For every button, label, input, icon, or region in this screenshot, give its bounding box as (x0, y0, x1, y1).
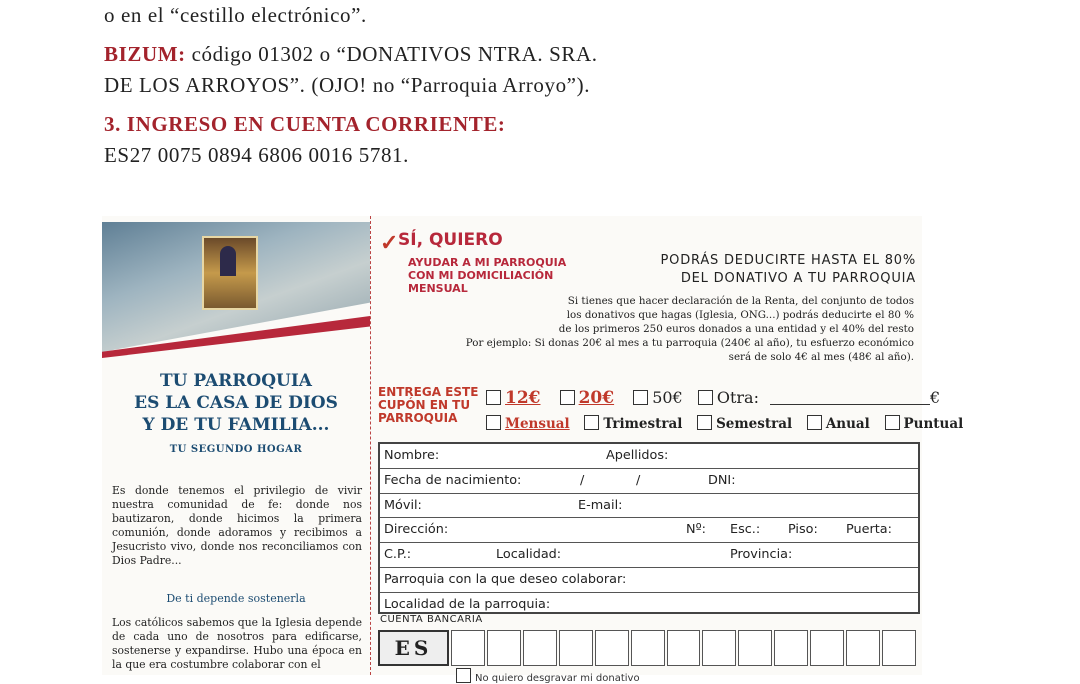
bizum-text-1: código 01302 o “DONATIVOS NTRA. SRA. (185, 42, 598, 66)
iban-box[interactable] (559, 630, 593, 666)
frequency-options (482, 415, 964, 432)
parroquia-label: Parroquia con la que deseo colaborar: (384, 571, 627, 587)
no-desgravar-option[interactable] (452, 668, 640, 684)
checkbox-trimestral[interactable] (584, 415, 599, 430)
iban-box[interactable] (487, 630, 521, 666)
iban-box[interactable] (595, 630, 629, 666)
checkbox-anual[interactable] (807, 415, 822, 430)
checkbox-50[interactable] (633, 390, 648, 405)
deduction-heading (616, 252, 916, 288)
iban-box[interactable] (667, 630, 701, 666)
numero-label: Nº: (686, 522, 706, 538)
coupon-right-panel (372, 216, 964, 684)
coupon-left-panel (102, 216, 371, 675)
checkbox-puntual[interactable] (885, 415, 900, 430)
movil-label: Móvil: (384, 497, 422, 513)
ayudar-line-3: MENSUAL (408, 282, 468, 295)
iban-es-box: ES (378, 630, 449, 666)
left-title-line-3: Y DE TU FAMILIA... (142, 415, 330, 435)
freq-trimestral-label: Trimestral (603, 416, 683, 432)
example-text: Por ejemplo: Si donas 20€ al mes a tu parroquia (240€ al año), tu esfuerzo económico será de solo 4€ al mes (48€ al año). (465, 337, 914, 363)
apellidos-label: Apellidos: (606, 448, 669, 463)
iban-box[interactable] (774, 630, 808, 666)
left-title (102, 370, 370, 436)
checkbox-mensual[interactable] (486, 415, 501, 430)
freq-anual-label: Anual (825, 416, 870, 432)
form-row-fecha[interactable] (380, 469, 918, 494)
form-row-parroquia[interactable] (380, 568, 918, 593)
form-row-contacto[interactable] (380, 494, 918, 519)
iban-box[interactable] (631, 630, 665, 666)
iban-box[interactable] (523, 630, 557, 666)
checkbox-no-desgravar[interactable] (456, 668, 471, 683)
direccion-label: Dirección: (384, 522, 449, 538)
arch-icon (220, 246, 236, 276)
puerta-label: Puerta: (846, 522, 892, 538)
iban-boxes (378, 630, 918, 666)
ayudar-line-2: CON MI DOMICILIACIÓN (408, 269, 554, 282)
donation-coupon-scan (102, 216, 964, 684)
dni-label: DNI: (708, 472, 736, 488)
entrega-line-3: PARROQUIA (378, 411, 458, 425)
otra-label: Otra: (716, 388, 759, 407)
iban-box[interactable] (846, 630, 880, 666)
cp-label: C.P.: (384, 547, 412, 563)
amount-options (482, 388, 941, 408)
amount-12-label: 12€ (505, 388, 541, 408)
entrega-line-2: CUPÓN EN TU (378, 398, 471, 412)
left-title-line-2: ES LA CASA DE DIOS (134, 393, 338, 413)
date-slash-1: / (580, 472, 585, 488)
amount-50-label: 50€ (652, 388, 683, 407)
nombre-label: Nombre: (384, 448, 440, 463)
cestillo-line: o en el “cestillo electrónico”. (104, 3, 367, 27)
left-subtitle: TU SEGUNDO HOGAR (169, 444, 303, 455)
left-paragraph-2: Los católicos sabemos que la Iglesia depende de cada uno de nosotros para edificarse, sostenerse y expandirse. Hubo una época en la que era costumbre colaborar con el (112, 616, 362, 671)
cuenta-bancaria-label: CUENTA BANCARIA (380, 614, 483, 625)
ayudar-text (408, 256, 566, 295)
checkbox-12[interactable] (486, 390, 501, 405)
church-altar-photo (102, 222, 370, 352)
left-heading-2: De ti depende sostenerla (166, 592, 306, 605)
iban-box[interactable] (810, 630, 844, 666)
bizum-line-1 (104, 39, 1004, 70)
form-row-localidad-parroquia[interactable] (380, 593, 918, 617)
renta-text: Si tienes que hacer declaración de la Renta, del conjunto de todos los donativos que hagas (Iglesia, ONG...) podrás deducirte el 80 % de los primeros 250 euros donados a una entidad y el 40% del resto (558, 295, 914, 335)
fecha-label: Fecha de nacimiento: (384, 472, 522, 488)
piso-label: Piso: (788, 522, 818, 538)
iban-number: ES27 0075 0894 6806 0016 5781. (104, 143, 410, 167)
provincia-label: Provincia: (730, 547, 793, 563)
entrega-label (378, 386, 478, 425)
si-quiero-heading: SÍ, QUIERO (398, 230, 503, 250)
left-title-line-1: TU PARROQUIA (160, 371, 312, 391)
localidad-label: Localidad: (496, 547, 562, 563)
email-label: E-mail: (578, 497, 623, 513)
no-desgravar-label: No quiero desgravar mi donativo (475, 673, 640, 684)
checkbox-20[interactable] (560, 390, 575, 405)
iban-box[interactable] (702, 630, 736, 666)
entrega-line-1: ENTREGA ESTE (378, 385, 479, 399)
freq-puntual-label: Puntual (903, 416, 964, 432)
left-paragraph-1: Es donde tenemos el privilegio de vivir nuestra comunidad de fe: donde nos bautizaron, donde hicimos la primera comunión, donde adoramos y recibimos a Jesucristo vivo, donde nos reconciliamos con Dios Padre... (112, 484, 362, 567)
bizum-label: BIZUM: (104, 42, 186, 66)
iban-box[interactable] (451, 630, 485, 666)
deduction-line-1: PODRÁS DEDUCIRTE HASTA EL 80% (660, 253, 916, 268)
form-row-nombre[interactable] (380, 444, 918, 469)
freq-semestral-label: Semestral (716, 416, 793, 432)
form-row-direccion[interactable] (380, 518, 918, 543)
amount-20-label: 20€ (578, 388, 615, 408)
euro-symbol: € (930, 388, 941, 407)
checkbox-otra[interactable] (698, 390, 713, 405)
iban-box[interactable] (882, 630, 916, 666)
bizum-line-2: DE LOS ARROYOS”. (OJO! no “Parroquia Arroyo”). (104, 73, 591, 97)
donation-instructions (104, 0, 1004, 171)
deduction-line-2: DEL DONATIVO A TU PARROQUIA (680, 271, 916, 286)
esc-label: Esc.: (730, 522, 761, 538)
freq-mensual-label: Mensual (505, 416, 570, 432)
checkbox-semestral[interactable] (697, 415, 712, 430)
form-row-cp[interactable] (380, 543, 918, 568)
iban-box[interactable] (738, 630, 772, 666)
date-slash-2: / (636, 472, 641, 488)
checkmark-icon: ✓ (380, 230, 399, 256)
ayudar-line-1: AYUDAR A MI PARROQUIA (408, 256, 567, 269)
ingreso-heading: 3. INGRESO EN CUENTA CORRIENTE: (104, 112, 506, 136)
otra-amount-field[interactable] (770, 390, 930, 405)
localidad-parroquia-label: Localidad de la parroquia: (384, 596, 551, 612)
personal-data-form (378, 442, 920, 614)
